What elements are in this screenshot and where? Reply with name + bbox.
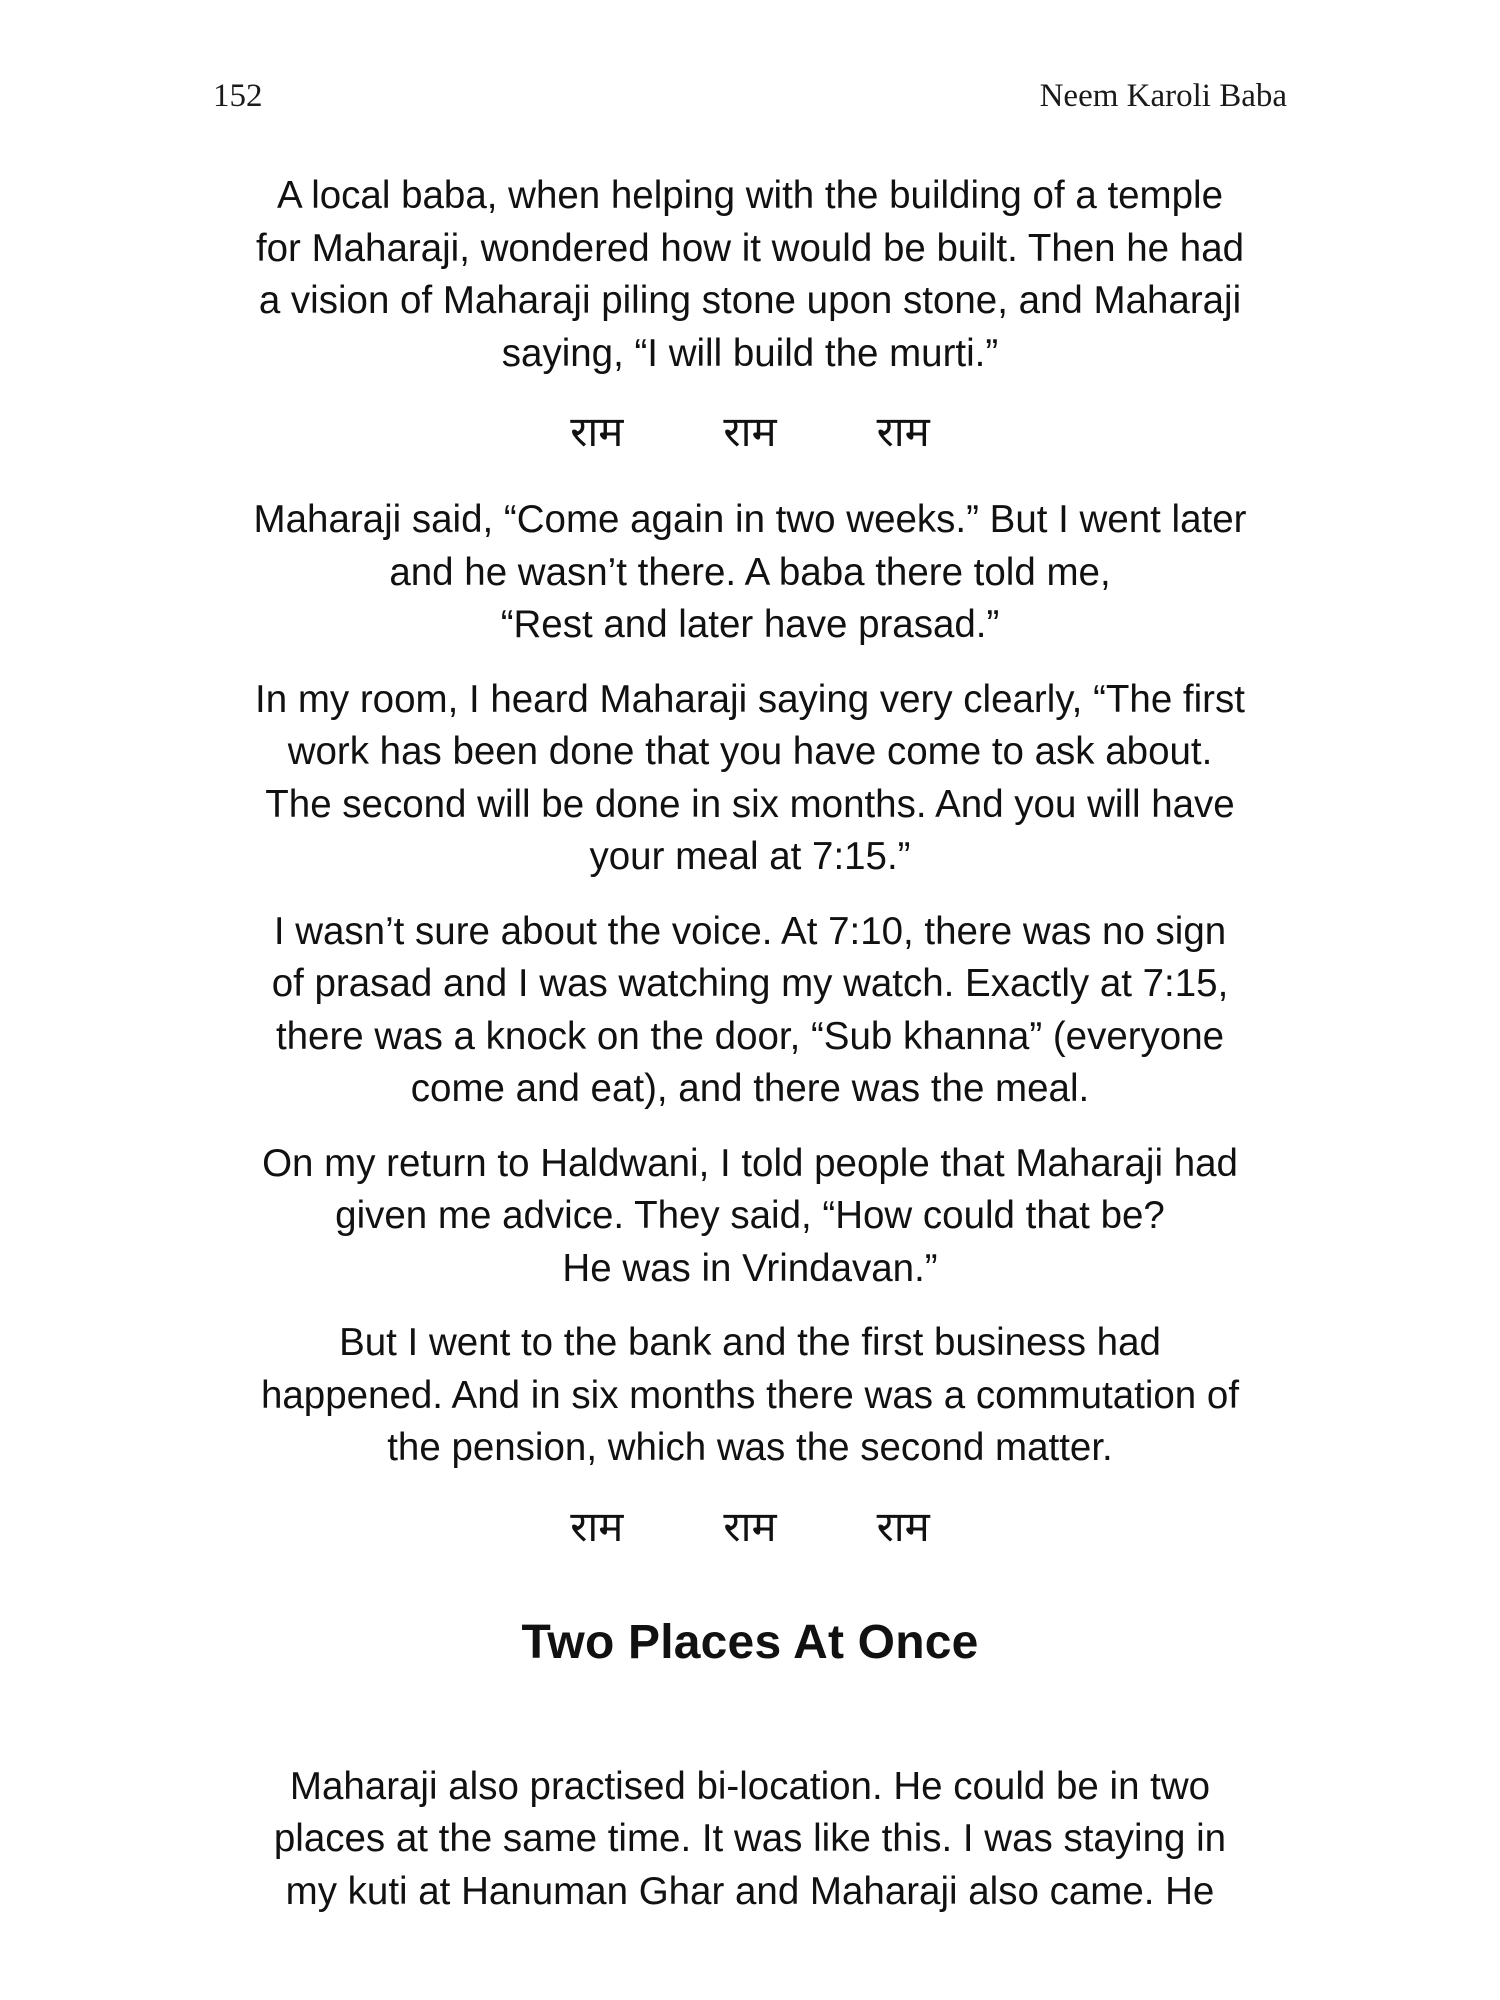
paragraph-come-again [200, 494, 1300, 652]
text-line: the pension, which was the second matter. [387, 1426, 1113, 1469]
text-line: your meal at 7:15.” [589, 835, 911, 878]
ram-word: राम [876, 1501, 930, 1551]
running-head [213, 78, 1287, 118]
paragraph-bi-location [200, 1761, 1300, 1919]
ram-word: राम [723, 1501, 777, 1551]
ram-word: राम [876, 407, 930, 456]
section-heading: Two Places At Once [521, 1615, 979, 1669]
text-line: But I went to the bank and the first business had [339, 1321, 1161, 1364]
ram-separator [200, 402, 1300, 462]
text-line: Maharaji said, “Come again in two weeks.” But I went later [253, 498, 1247, 541]
body-text [200, 170, 1300, 1940]
text-line: happened. And in six months there was a commutation of [260, 1373, 1240, 1417]
ram-word: राम [570, 407, 624, 456]
paragraph-haldwani [200, 1138, 1300, 1296]
text-line: there was a knock on the door, “Sub khanna” (everyone [275, 1014, 1225, 1058]
text-line: a vision of Maharaji piling stone upon stone, and Maharaji [258, 279, 1242, 322]
text-line: “Rest and later have prasad.” [500, 603, 1000, 646]
text-line: for Maharaji, wondered how it would be built. Then he had [255, 226, 1245, 270]
text-line: come and eat), and there was the meal. [410, 1067, 1090, 1110]
text-line: On my return to Haldwani, I told people that Maharaji had [262, 1141, 1238, 1185]
ram-word: राम [570, 1501, 624, 1551]
text-line: and he wasn’t there. A baba there told me, [389, 550, 1111, 594]
paragraph-bank-pension [200, 1317, 1300, 1475]
text-line: given me advice. They said, “How could that be? [335, 1194, 1165, 1237]
text-line: The second will be done in six months. And you will have [265, 782, 1235, 826]
text-line: Maharaji also practised bi-location. He could be in two [289, 1764, 1211, 1808]
text-line: places at the same time. It was like this. I was staying in [273, 1817, 1227, 1860]
text-line: saying, “I will build the murti.” [501, 331, 999, 375]
text-line: my kuti at Hanuman Ghar and Maharaji also came. He [285, 1869, 1215, 1913]
ram-word: राम [723, 407, 777, 456]
text-line: work has been done that you have come to ask about. [287, 730, 1213, 773]
ram-separator [200, 1497, 1300, 1557]
running-head-title: Neem Karoli Baba [1039, 78, 1287, 114]
text-line: of prasad and I was watching my watch. Exactly at 7:15, [271, 962, 1229, 1005]
page-number: 152 [213, 78, 263, 114]
text-line: In my room, I heard Maharaji saying very clearly, “The first [255, 677, 1245, 721]
text-line: A local baba, when helping with the building of a temple [276, 174, 1224, 217]
text-line: He was in Vrindavan.” [562, 1246, 938, 1290]
paragraph-meal-knock [200, 906, 1300, 1116]
paragraph-voice-in-room [200, 674, 1300, 884]
paragraph-temple-vision [200, 170, 1300, 380]
text-line: I wasn’t sure about the voice. At 7:10, there was no sign [273, 909, 1227, 953]
